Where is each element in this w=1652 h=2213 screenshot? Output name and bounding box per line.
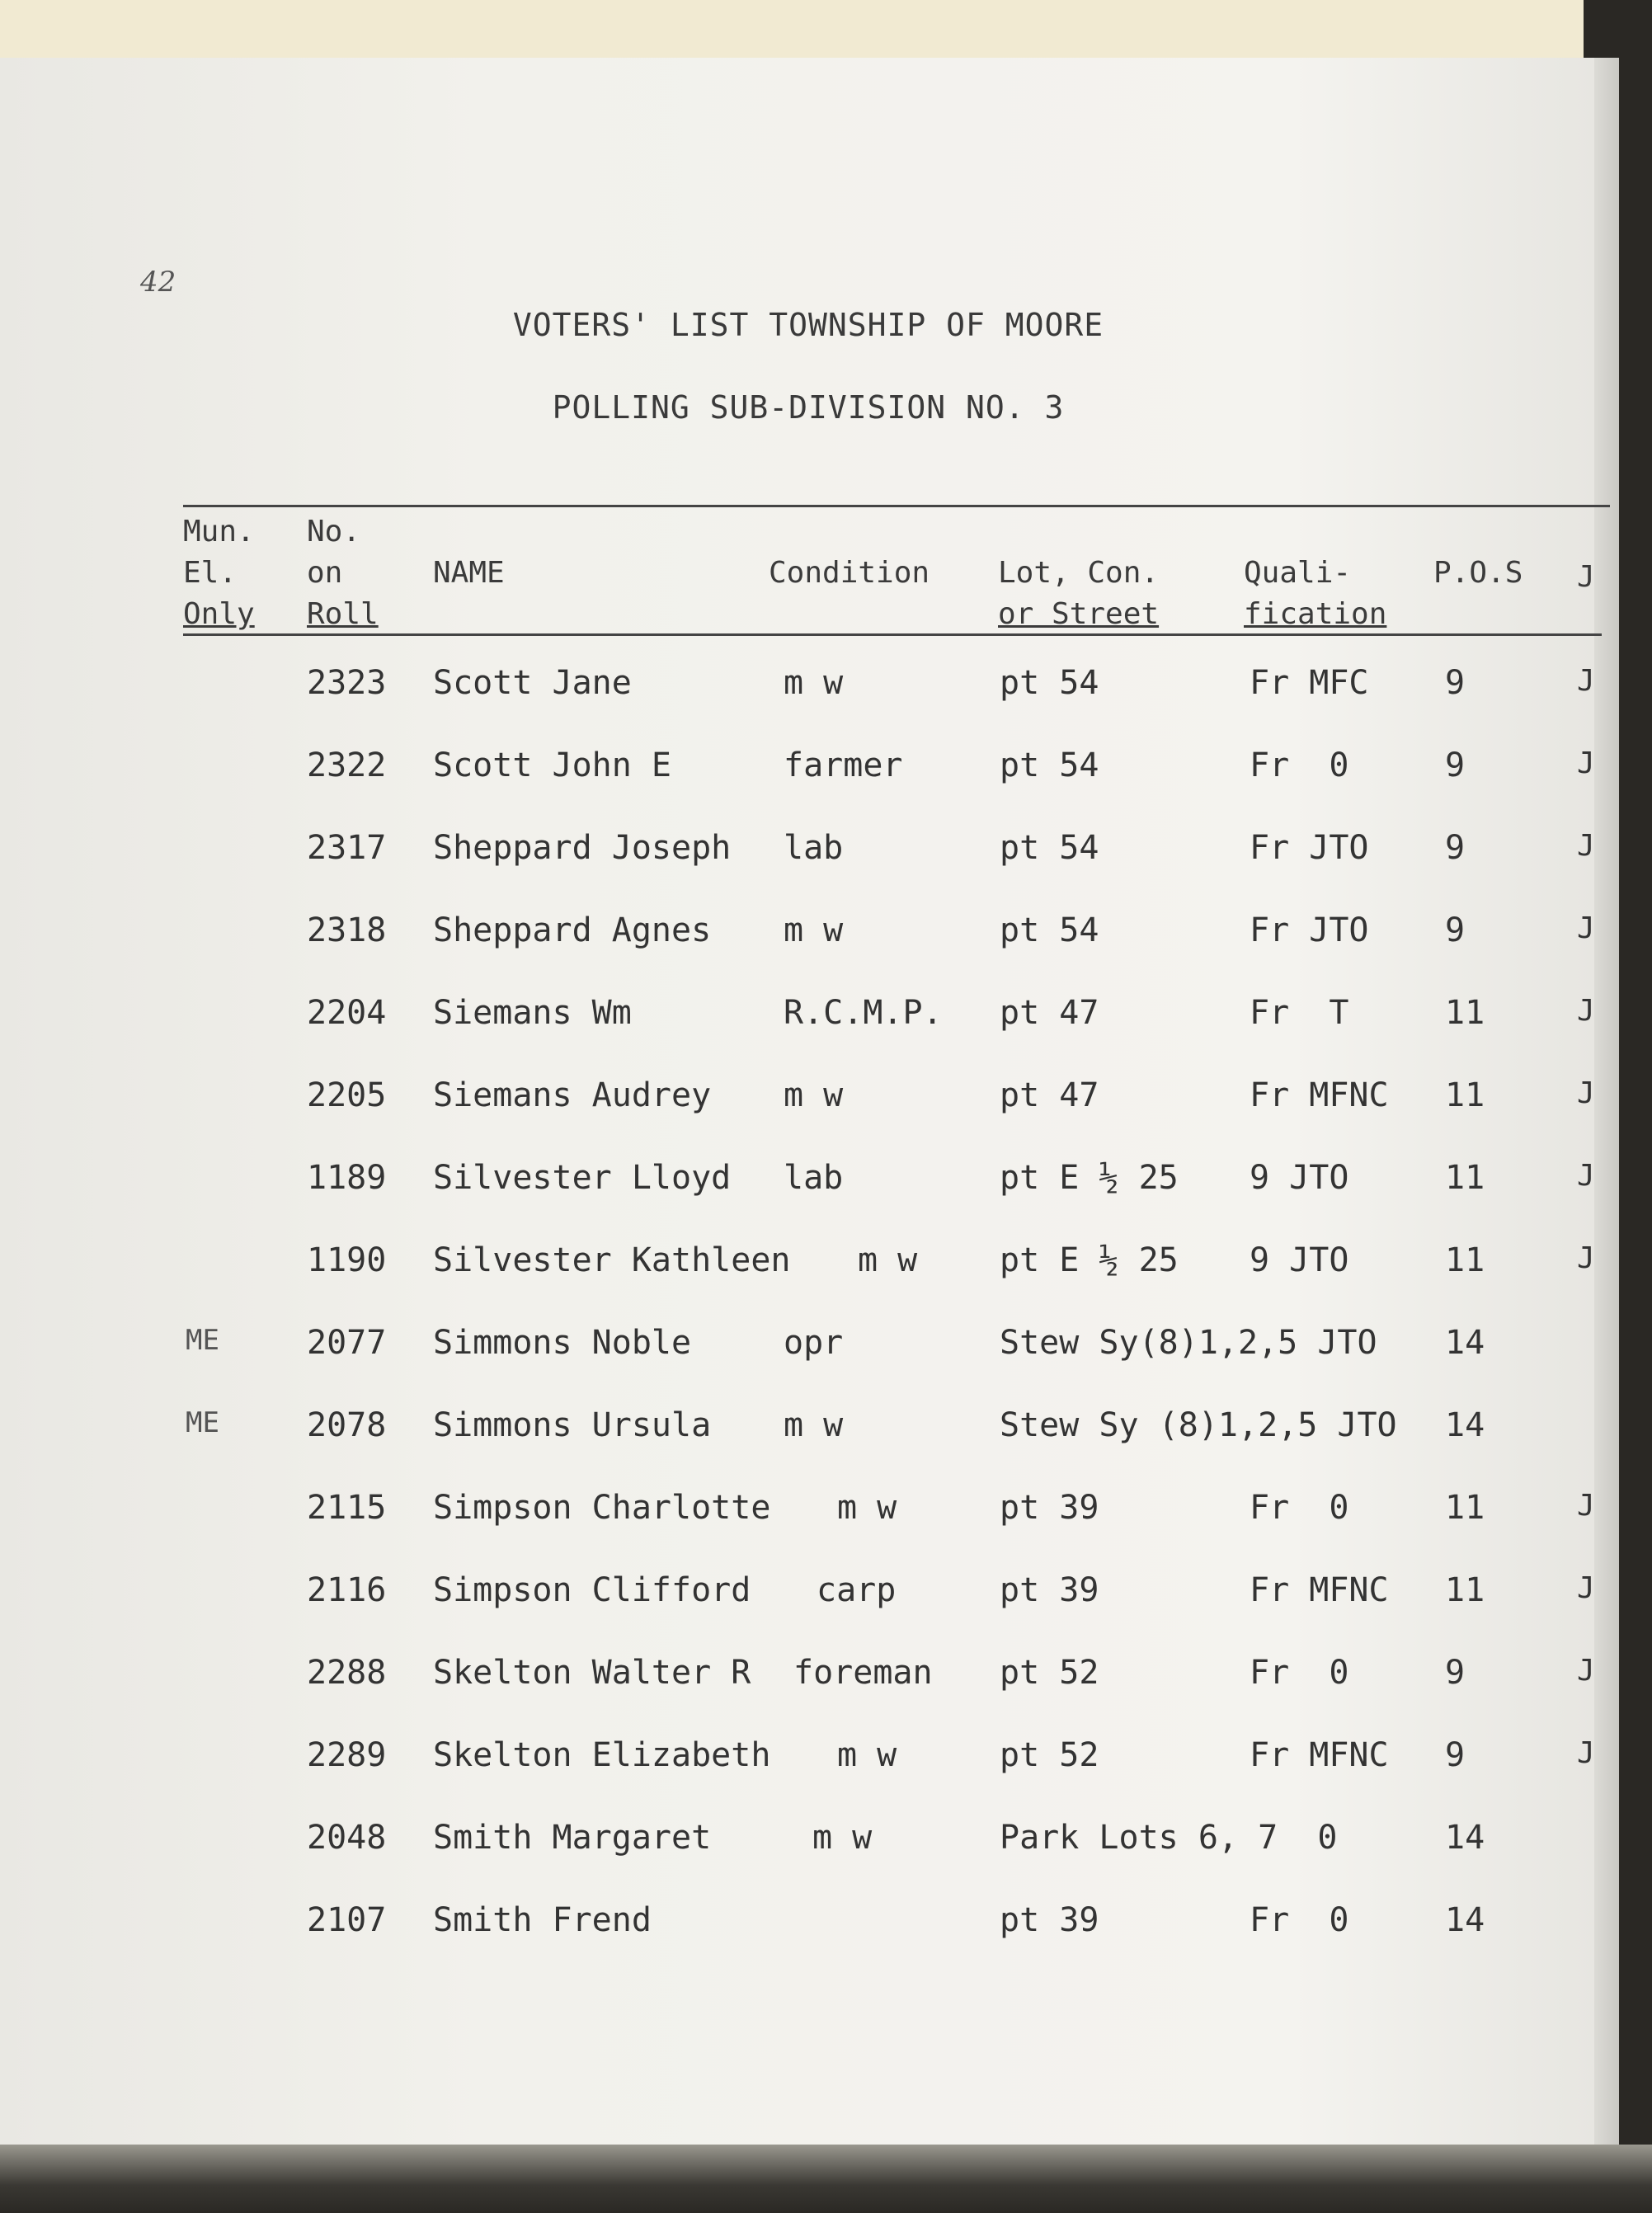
table-row bbox=[0, 1489, 1617, 1538]
qualification: Fr 0 bbox=[1250, 1654, 1349, 1692]
qualification: Fr 0 bbox=[1250, 1489, 1349, 1527]
page-number: 42 bbox=[140, 266, 176, 299]
pos: 14 bbox=[1445, 1819, 1485, 1857]
lot-con: pt E ½ 25 bbox=[1000, 1241, 1179, 1279]
table-row bbox=[0, 1076, 1617, 1126]
voter-name: Skelton Walter R bbox=[433, 1654, 751, 1692]
condition: m w bbox=[837, 1489, 897, 1527]
qualification: Fr MFC bbox=[1250, 664, 1369, 702]
condition: lab bbox=[784, 1159, 844, 1197]
j-mark: J bbox=[1577, 994, 1595, 1028]
qualification: Fr MFNC bbox=[1250, 1076, 1389, 1114]
lot-con: pt 39 bbox=[1000, 1901, 1099, 1939]
condition: m w bbox=[784, 1406, 844, 1444]
roll-number: 2078 bbox=[307, 1406, 387, 1444]
condition: carp bbox=[817, 1571, 897, 1609]
pos: 11 bbox=[1445, 1241, 1485, 1279]
roll-number: 2048 bbox=[307, 1819, 387, 1857]
header-mun-el-only bbox=[183, 511, 255, 635]
roll-number: 2323 bbox=[307, 664, 387, 702]
roll-number: 1190 bbox=[307, 1241, 387, 1279]
j-mark: J bbox=[1577, 1076, 1595, 1110]
condition: lab bbox=[784, 829, 844, 867]
header-qual-line2: fication bbox=[1244, 597, 1387, 631]
document-title: VOTERS' LIST TOWNSHIP OF MOORE bbox=[512, 307, 1104, 343]
table-row bbox=[0, 829, 1617, 878]
qualification: Fr MFNC bbox=[1250, 1736, 1389, 1774]
pos: 14 bbox=[1445, 1406, 1485, 1444]
header-no-line2: on bbox=[307, 556, 343, 590]
roll-number: 2077 bbox=[307, 1324, 387, 1362]
header-mun-line2: El. bbox=[183, 556, 238, 590]
pos: 11 bbox=[1445, 1571, 1485, 1609]
header-pos: P.O.S bbox=[1433, 556, 1523, 590]
table-row bbox=[0, 1406, 1617, 1456]
qualification: Fr 0 bbox=[1250, 1901, 1349, 1939]
voter-name: Sheppard Agnes bbox=[433, 911, 712, 949]
roll-number: 2318 bbox=[307, 911, 387, 949]
qualification: Fr JTO bbox=[1250, 829, 1369, 867]
condition: m w bbox=[784, 664, 844, 702]
j-mark: J bbox=[1577, 1654, 1595, 1688]
roll-number: 2288 bbox=[307, 1654, 387, 1692]
roll-number: 1189 bbox=[307, 1159, 387, 1197]
table-row bbox=[0, 994, 1617, 1043]
bottom-shadow bbox=[0, 2145, 1652, 2213]
voter-name: Smith Frend bbox=[433, 1901, 652, 1939]
lot-con: pt 39 bbox=[1000, 1571, 1099, 1609]
table-row bbox=[0, 1571, 1617, 1621]
header-lot-con bbox=[998, 553, 1159, 635]
header-lot-line2: or Street bbox=[998, 597, 1160, 631]
header-no-line1: No. bbox=[307, 515, 361, 549]
condition: m w bbox=[784, 1076, 844, 1114]
voter-name: Silvester Kathleen bbox=[433, 1241, 791, 1279]
voter-name: Skelton Elizabeth bbox=[433, 1736, 771, 1774]
mun-el-only: ME bbox=[186, 1324, 219, 1357]
header-qualification bbox=[1244, 553, 1386, 635]
header-mun-line3: Only bbox=[183, 597, 255, 631]
table-header bbox=[0, 511, 1617, 635]
condition: farmer bbox=[784, 746, 903, 784]
table-row bbox=[0, 1819, 1617, 1868]
j-mark: J bbox=[1577, 1489, 1595, 1523]
j-mark: J bbox=[1577, 1159, 1595, 1193]
lot-con: pt E ½ 25 bbox=[1000, 1159, 1179, 1197]
table-row bbox=[0, 1736, 1617, 1786]
voter-name: Smith Margaret bbox=[433, 1819, 712, 1857]
voter-name: Scott John E bbox=[433, 746, 671, 784]
header-mun-line1: Mun. bbox=[183, 515, 255, 549]
pos: 11 bbox=[1445, 1489, 1485, 1527]
lot-con: pt 47 bbox=[1000, 1076, 1099, 1114]
pos: 9 bbox=[1445, 829, 1466, 867]
header-no-line3: Roll bbox=[307, 597, 379, 631]
header-qual-line1: Quali- bbox=[1244, 556, 1352, 590]
j-mark: J bbox=[1577, 746, 1595, 780]
qualification: 9 JTO bbox=[1250, 1159, 1349, 1197]
lot-con: Park Lots 6, 7 0 bbox=[1000, 1819, 1338, 1857]
pos: 9 bbox=[1445, 1736, 1466, 1774]
qualification: Fr MFNC bbox=[1250, 1571, 1389, 1609]
condition: m w bbox=[837, 1736, 897, 1774]
j-mark: J bbox=[1577, 829, 1595, 863]
voter-name: Simmons Ursula bbox=[433, 1406, 712, 1444]
table-row bbox=[0, 911, 1617, 961]
j-mark: J bbox=[1577, 1736, 1595, 1770]
j-mark: J bbox=[1577, 1241, 1595, 1275]
pos: 9 bbox=[1445, 664, 1466, 702]
roll-number: 2115 bbox=[307, 1489, 387, 1527]
voter-name: Siemans Wm bbox=[433, 994, 632, 1032]
table-row bbox=[0, 746, 1617, 796]
header-j: J bbox=[1577, 560, 1595, 594]
pos: 11 bbox=[1445, 1076, 1485, 1114]
table-row bbox=[0, 1901, 1617, 1951]
lot-con: Stew Sy (8)1,2,5 JTO bbox=[1000, 1406, 1397, 1444]
pos: 9 bbox=[1445, 1654, 1466, 1692]
j-mark: J bbox=[1577, 911, 1595, 945]
document-subtitle: POLLING SUB-DIVISION NO. 3 bbox=[552, 389, 1065, 426]
pos: 9 bbox=[1445, 746, 1466, 784]
condition: m w bbox=[812, 1819, 873, 1857]
pos: 11 bbox=[1445, 994, 1485, 1032]
condition: R.C.M.P. bbox=[784, 994, 943, 1032]
roll-number: 2289 bbox=[307, 1736, 387, 1774]
header-no-on-roll bbox=[307, 511, 379, 635]
roll-number: 2317 bbox=[307, 829, 387, 867]
voter-name: Scott Jane bbox=[433, 664, 632, 702]
voter-name: Silvester Lloyd bbox=[433, 1159, 732, 1197]
j-mark: J bbox=[1577, 664, 1595, 698]
condition: m w bbox=[858, 1241, 918, 1279]
lot-con: pt 52 bbox=[1000, 1736, 1099, 1774]
lot-con: pt 54 bbox=[1000, 746, 1099, 784]
header-condition: Condition bbox=[769, 556, 930, 590]
qualification: Fr 0 bbox=[1250, 746, 1349, 784]
lot-con: pt 47 bbox=[1000, 994, 1099, 1032]
lot-con: pt 39 bbox=[1000, 1489, 1099, 1527]
header-lot-line1: Lot, Con. bbox=[998, 556, 1160, 590]
lot-con: pt 52 bbox=[1000, 1654, 1099, 1692]
voter-name: Siemans Audrey bbox=[433, 1076, 712, 1114]
qualification: 9 JTO bbox=[1250, 1241, 1349, 1279]
mun-el-only: ME bbox=[186, 1406, 219, 1439]
header-bottom-rule bbox=[183, 633, 1602, 636]
voter-name: Simpson Clifford bbox=[433, 1571, 751, 1609]
pos: 9 bbox=[1445, 911, 1466, 949]
pos: 14 bbox=[1445, 1901, 1485, 1939]
lot-con: Stew Sy(8)1,2,5 JTO bbox=[1000, 1324, 1377, 1362]
voter-name: Simmons Noble bbox=[433, 1324, 692, 1362]
condition: opr bbox=[784, 1324, 844, 1362]
table-row bbox=[0, 1324, 1617, 1373]
j-mark: J bbox=[1577, 1571, 1595, 1605]
lot-con: pt 54 bbox=[1000, 829, 1099, 867]
voter-name: Simpson Charlotte bbox=[433, 1489, 771, 1527]
voter-name: Sheppard Joseph bbox=[433, 829, 732, 867]
header-name: NAME bbox=[433, 556, 505, 590]
table-row bbox=[0, 1654, 1617, 1703]
qualification: Fr JTO bbox=[1250, 911, 1369, 949]
lot-con: pt 54 bbox=[1000, 664, 1099, 702]
condition: m w bbox=[784, 911, 844, 949]
qualification: Fr T bbox=[1250, 994, 1349, 1032]
condition: foreman bbox=[793, 1654, 933, 1692]
pos: 14 bbox=[1445, 1324, 1485, 1362]
header-top-rule bbox=[183, 505, 1610, 507]
roll-number: 2322 bbox=[307, 746, 387, 784]
lot-con: pt 54 bbox=[1000, 911, 1099, 949]
table-row bbox=[0, 664, 1617, 713]
table-row bbox=[0, 1159, 1617, 1208]
roll-number: 2204 bbox=[307, 994, 387, 1032]
roll-number: 2116 bbox=[307, 1571, 387, 1609]
roll-number: 2107 bbox=[307, 1901, 387, 1939]
roll-number: 2205 bbox=[307, 1076, 387, 1114]
pos: 11 bbox=[1445, 1159, 1485, 1197]
table-row bbox=[0, 1241, 1617, 1291]
